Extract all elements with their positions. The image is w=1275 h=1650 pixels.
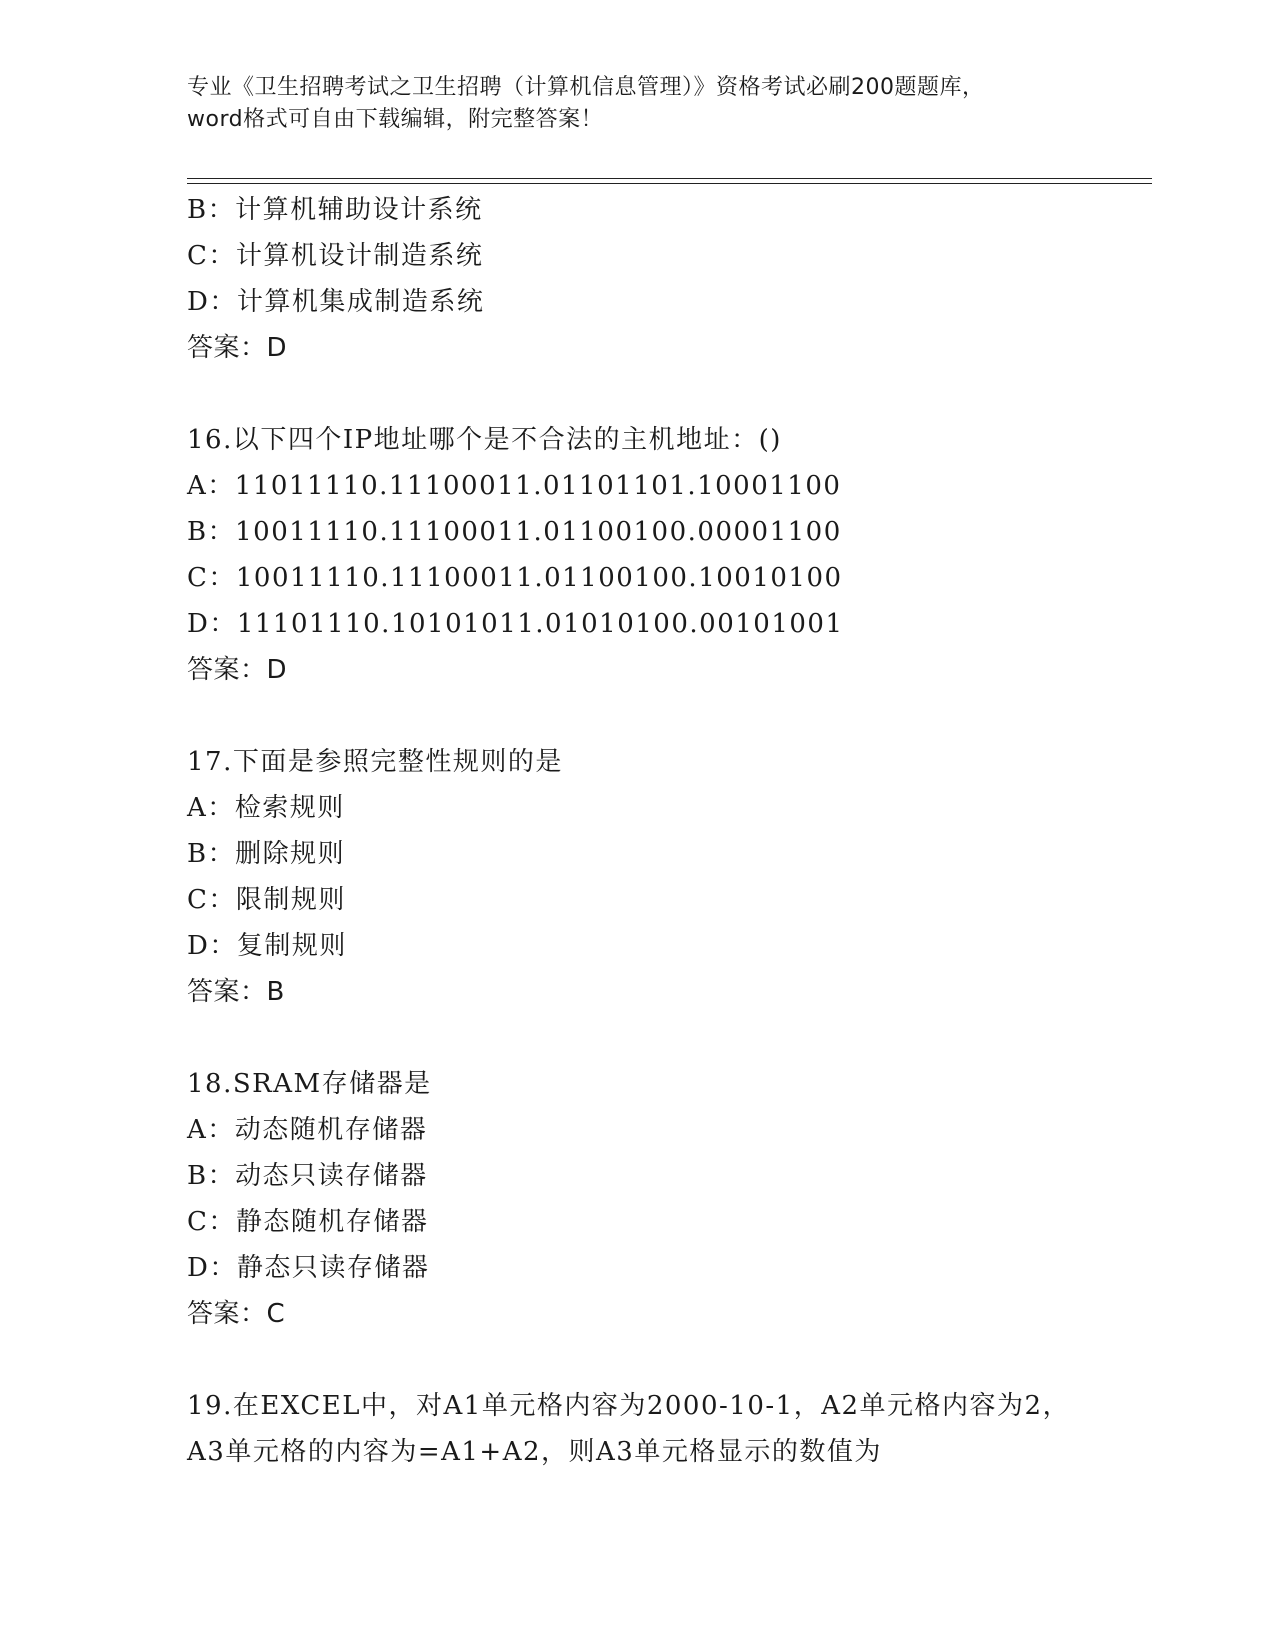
option-c: C：限制规则 [187, 885, 346, 915]
answer-label: 答案：D [187, 655, 288, 685]
spacer [187, 371, 1152, 417]
question-15-continued [187, 187, 1152, 371]
question-stem: 17.下面是参照完整性规则的是 [187, 747, 563, 777]
header-divider-top [187, 178, 1152, 179]
header-title-line-2: word格式可自由下载编辑，附完整答案！ [187, 107, 604, 132]
question-18 [187, 1061, 1152, 1337]
option-c: C：计算机设计制造系统 [187, 241, 484, 271]
header-title-line-1: 专业《卫生招聘考试之卫生招聘（计算机信息管理）》资格考试必刷200题题库， [187, 75, 985, 100]
option-b: B：动态只读存储器 [187, 1161, 428, 1191]
option-c: C：静态随机存储器 [187, 1207, 429, 1237]
option-a: A：动态随机存储器 [187, 1115, 428, 1145]
document-header [187, 72, 1087, 136]
question-stem-line-2: A3单元格的内容为=A1+A2，则A3单元格显示的数值为 [187, 1437, 882, 1467]
question-17 [187, 739, 1152, 1015]
question-list [187, 187, 1152, 1475]
question-stem: 18.SRAM存储器是 [187, 1069, 432, 1099]
answer-label: 答案：C [187, 1299, 286, 1329]
option-d: D：复制规则 [187, 931, 347, 961]
question-stem-line-1: 19.在EXCEL中，对A1单元格内容为2000-10-1，A2单元格内容为2， [187, 1391, 1071, 1421]
option-b: B：删除规则 [187, 839, 346, 869]
option-d: D：计算机集成制造系统 [187, 287, 485, 317]
header-divider-bottom [187, 183, 1152, 184]
option-c: C：10011110.11100011.01100100.10010100 [187, 563, 843, 593]
spacer [187, 1337, 1152, 1383]
spacer [187, 693, 1152, 739]
answer-label: 答案：B [187, 977, 285, 1007]
option-b: B：计算机辅助设计系统 [187, 195, 483, 225]
question-19 [187, 1383, 1152, 1475]
spacer [187, 1015, 1152, 1061]
option-d: D：静态只读存储器 [187, 1253, 430, 1283]
question-16 [187, 417, 1152, 693]
option-a: A：11011110.11100011.01101101.10001100 [187, 471, 842, 501]
question-stem: 16.以下四个IP地址哪个是不合法的主机地址：() [187, 425, 782, 455]
option-b: B：10011110.11100011.01100100.00001100 [187, 517, 842, 547]
option-a: A：检索规则 [187, 793, 345, 823]
answer-label: 答案：D [187, 333, 288, 363]
option-d: D：11101110.10101011.01010100.00101001 [187, 609, 844, 639]
